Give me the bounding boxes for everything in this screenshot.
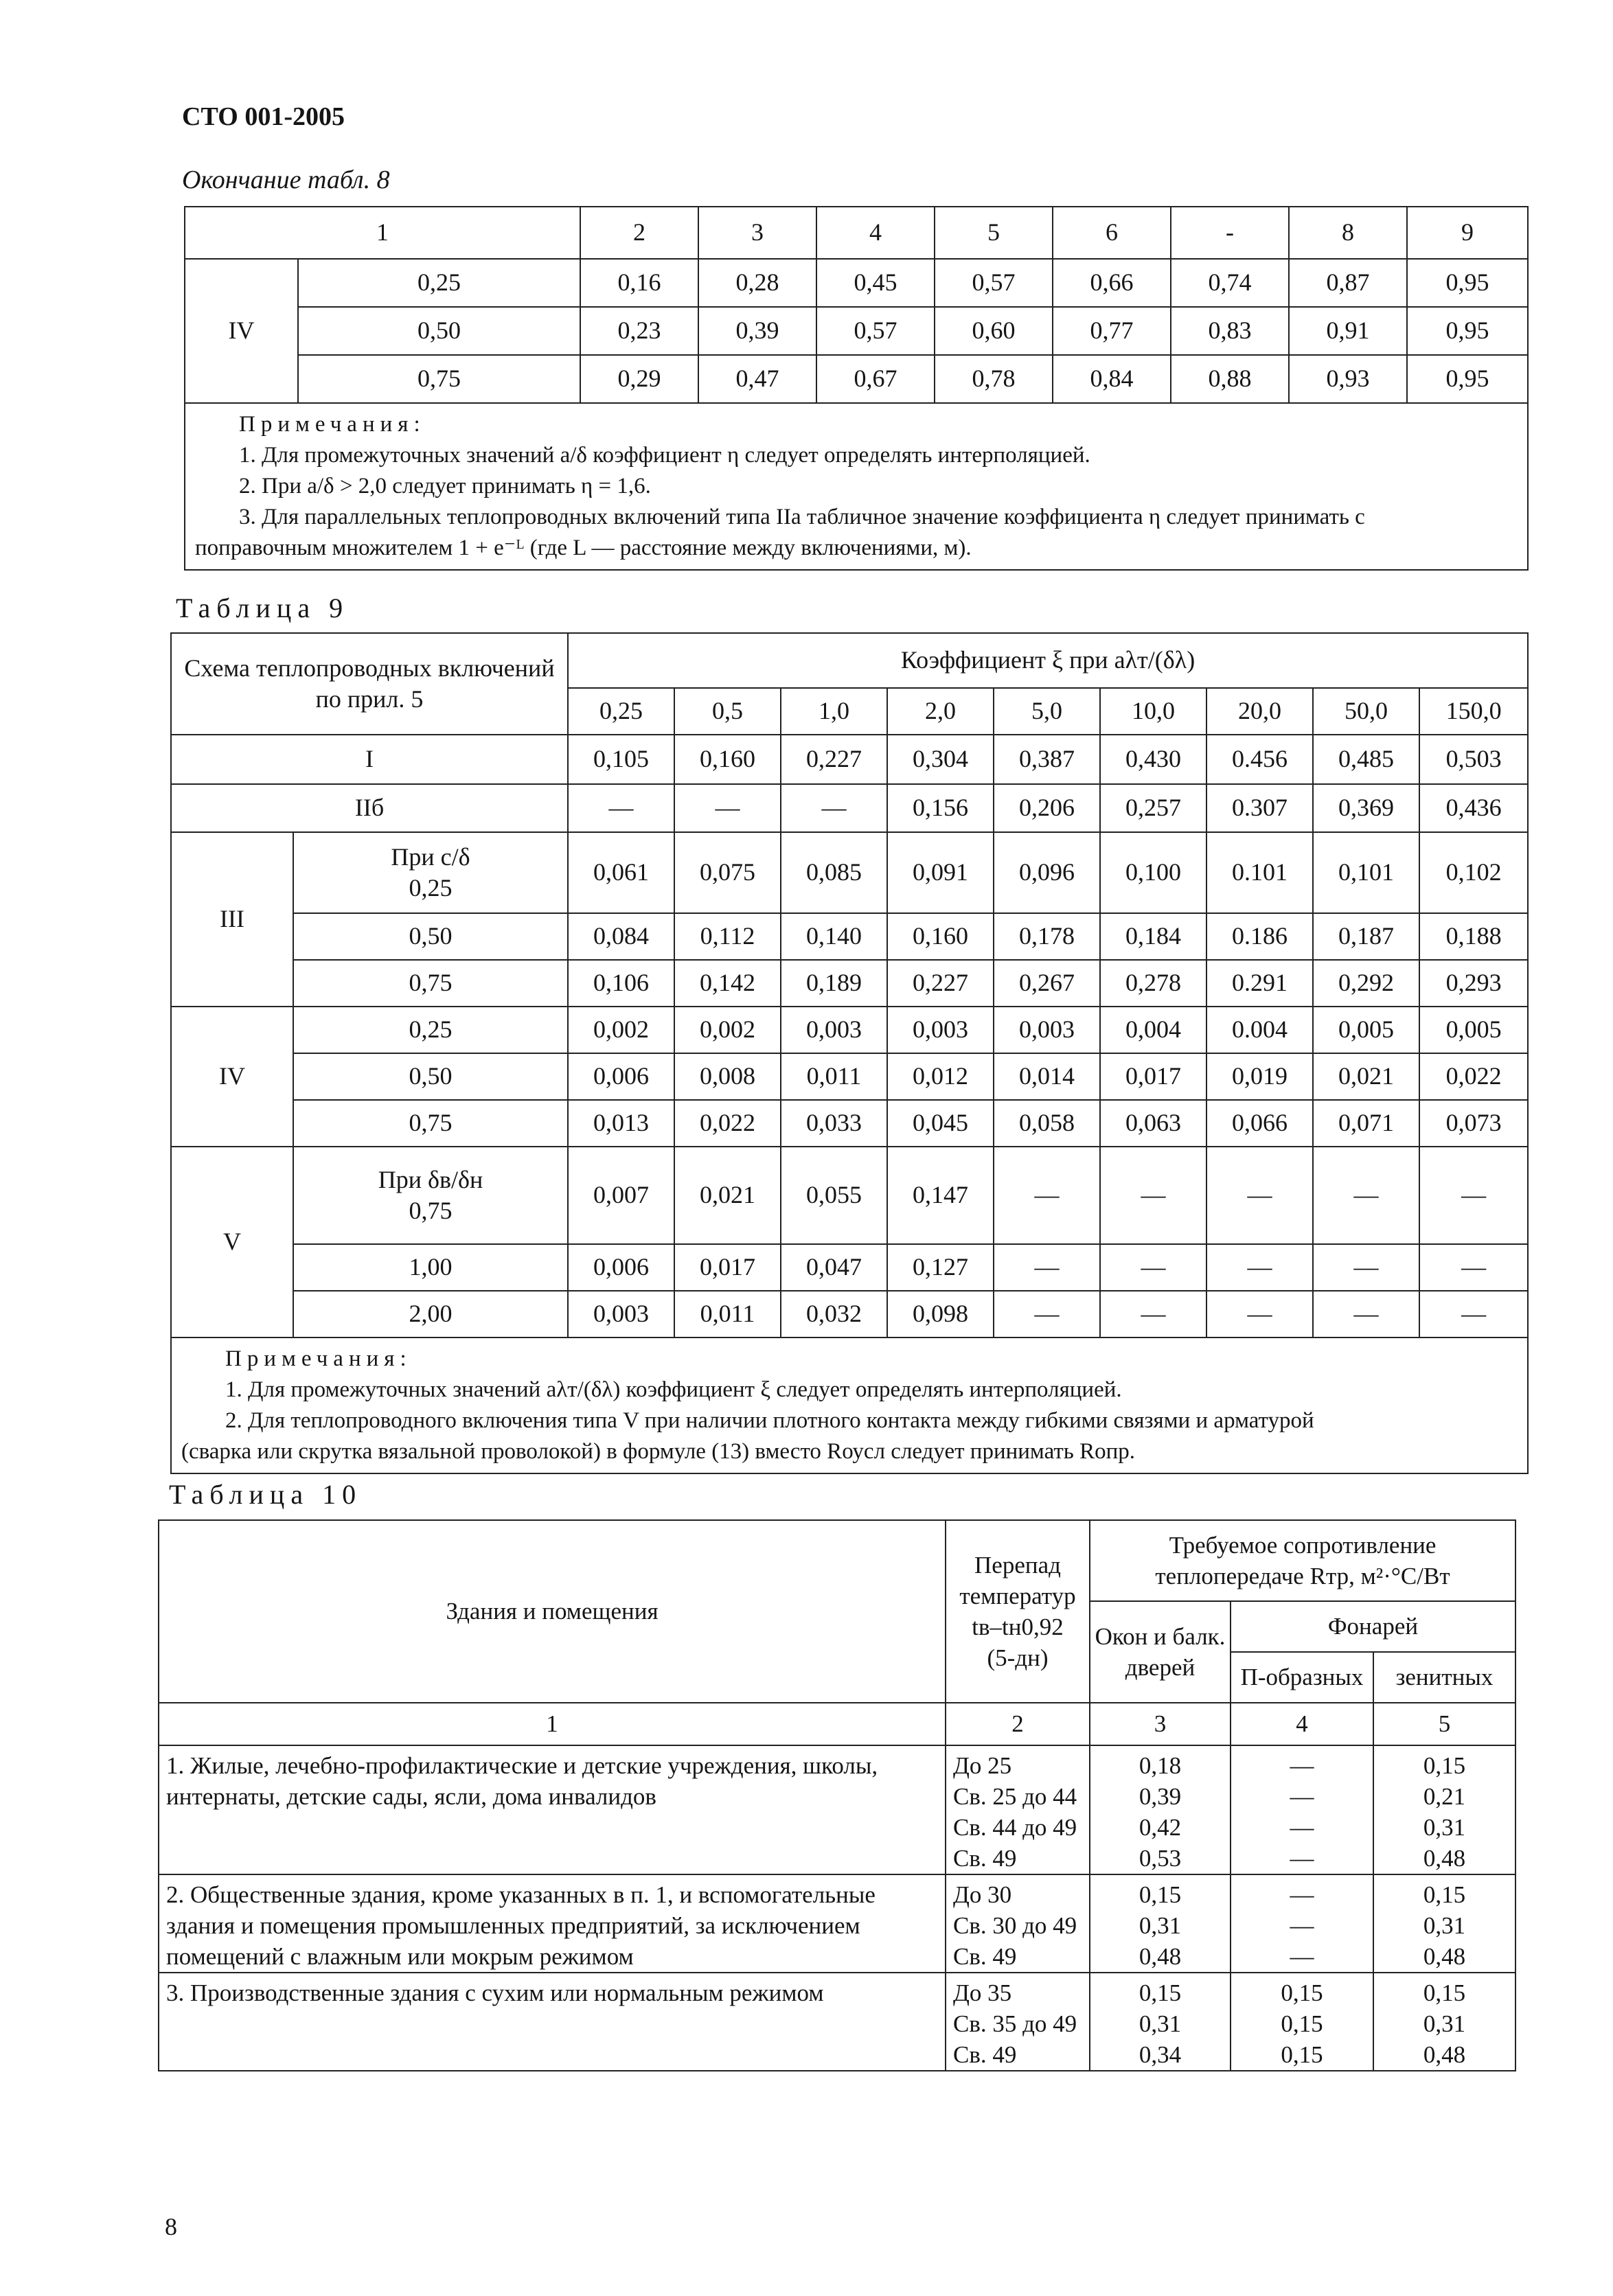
value-cell: 0,369 — [1313, 784, 1419, 832]
table8-notes — [185, 403, 1528, 570]
value-cell: 0,004 — [1100, 1007, 1206, 1053]
value-cell: 0,017 — [674, 1244, 781, 1291]
value-cell: — — [1313, 1291, 1419, 1338]
value-cell: — — [1206, 1147, 1313, 1244]
column-header: 10,0 — [1100, 688, 1206, 735]
building-name: 3. Производственные здания с сухим или нормальным режимом — [159, 1973, 946, 2071]
table10-caption: Таблица 10 — [169, 1479, 363, 1510]
value-cell: 0,112 — [674, 913, 781, 960]
value-cell: 0,66 — [1053, 259, 1171, 307]
value-cell: 0,95 — [1407, 355, 1528, 403]
value-cell: 0,293 — [1419, 960, 1528, 1007]
value-cell: 0,60 — [935, 307, 1053, 355]
col-number: 8 — [1289, 207, 1407, 259]
value-line: 0,31 — [1139, 1912, 1182, 1939]
value-cell: — — [1100, 1291, 1206, 1338]
value-cell: 0,005 — [1313, 1007, 1419, 1053]
table-row — [171, 832, 1528, 913]
value-cell: 0,084 — [568, 913, 674, 960]
note-line: (сварка или скрутка вязальной проволокой) в формуле (13) вместо Rоусл следует принимать Rопр. — [181, 1439, 1136, 1464]
column-header: 20,0 — [1206, 688, 1313, 735]
value-cell: 0,227 — [887, 960, 994, 1007]
value-line: 0,21 — [1423, 1783, 1466, 1810]
values-cell — [1373, 1745, 1515, 1874]
header-line: теплопередаче Rтр, м²·°С/Вт — [1155, 1563, 1450, 1589]
note-line: 2. При a/δ > 2,0 следует принимать η = 1,6. — [239, 474, 651, 498]
value-cell: 0,78 — [935, 355, 1053, 403]
table-row — [171, 633, 1528, 688]
value-cell: 0,014 — [994, 1053, 1100, 1100]
values-cell — [1231, 1973, 1373, 2071]
value-line: До 30 — [953, 1881, 1012, 1908]
value-cell: — — [994, 1147, 1100, 1244]
value-cell: 0,23 — [580, 307, 698, 355]
header-line: tв–tн0,92 — [972, 1614, 1064, 1640]
ratio-cell: 0,25 — [293, 1007, 568, 1053]
value-cell: 0.456 — [1206, 735, 1313, 784]
value-line: 0,39 — [1139, 1783, 1182, 1810]
value-cell: 0,005 — [1419, 1007, 1528, 1053]
value-line: Св. 35 до 49 — [953, 2010, 1077, 2037]
value-line: 0,15 — [1423, 1979, 1466, 2006]
table-row — [171, 913, 1528, 960]
value-cell: 0,022 — [1419, 1053, 1528, 1100]
value-cell: 0,011 — [781, 1053, 887, 1100]
header-zenith: зенитных — [1373, 1652, 1515, 1703]
value-cell: 0,075 — [674, 832, 781, 913]
header-skylights: Фонарей — [1231, 1601, 1515, 1652]
values-cell — [946, 1745, 1090, 1874]
value-cell: 0,007 — [568, 1147, 674, 1244]
value-cell: 0,93 — [1289, 355, 1407, 403]
value-cell: 0,127 — [887, 1244, 994, 1291]
value-cell: 0,071 — [1313, 1100, 1419, 1147]
value-line: Св. 49 — [953, 1845, 1017, 1872]
value-cell: — — [1419, 1244, 1528, 1291]
value-cell: 0,267 — [994, 960, 1100, 1007]
value-cell: 0,84 — [1053, 355, 1171, 403]
table-row — [171, 784, 1528, 832]
value-cell: 0,28 — [698, 259, 816, 307]
value-cell: 0,085 — [781, 832, 887, 913]
ratio-cell: 0,25 — [298, 259, 580, 307]
sub-label: При c/δ — [391, 843, 470, 871]
scheme-label: IV — [171, 1007, 293, 1147]
value-cell: 0,206 — [994, 784, 1100, 832]
ratio-cell: 0,75 — [293, 960, 568, 1007]
scheme-label: III — [171, 832, 293, 1007]
value-cell: 0,058 — [994, 1100, 1100, 1147]
header-buildings: Здания и помещения — [159, 1520, 946, 1703]
col-number: 2 — [946, 1703, 1090, 1745]
value-line: 0,42 — [1139, 1814, 1182, 1841]
header-scheme: Схема теплопроводных включений по прил. 5 — [171, 633, 568, 735]
value-cell: 0,83 — [1171, 307, 1289, 355]
table9-notes — [171, 1338, 1528, 1473]
value-cell: 0,019 — [1206, 1053, 1313, 1100]
scheme-label: IIб — [171, 784, 568, 832]
values-cell — [946, 1874, 1090, 1973]
value-cell: 0,292 — [1313, 960, 1419, 1007]
table-row — [159, 1703, 1515, 1745]
value-cell: 0,503 — [1419, 735, 1528, 784]
col-number: 2 — [580, 207, 698, 259]
value-line: 0,48 — [1139, 1943, 1182, 1970]
values-cell — [946, 1973, 1090, 2071]
col-number: 6 — [1053, 207, 1171, 259]
col-number: 1 — [185, 207, 580, 259]
page-number: 8 — [165, 2213, 177, 2240]
column-header: 1,0 — [781, 688, 887, 735]
ratio-value: 0,25 — [409, 874, 453, 902]
value-cell: 0,74 — [1171, 259, 1289, 307]
table-10 — [158, 1519, 1516, 2071]
table-row — [159, 1745, 1515, 1874]
header-temperature-delta — [946, 1520, 1090, 1703]
col-number: 9 — [1407, 207, 1528, 259]
value-cell: 0,142 — [674, 960, 781, 1007]
value-cell: 0,003 — [568, 1291, 674, 1338]
value-cell: 0,061 — [568, 832, 674, 913]
value-cell: 0,160 — [674, 735, 781, 784]
col-number: 1 — [159, 1703, 946, 1745]
value-cell: 0,091 — [887, 832, 994, 913]
value-cell: 0,387 — [994, 735, 1100, 784]
value-cell: 0,063 — [1100, 1100, 1206, 1147]
table-row — [185, 307, 1528, 355]
value-cell: 0,032 — [781, 1291, 887, 1338]
value-cell: 0.004 — [1206, 1007, 1313, 1053]
ratio-cell: 2,00 — [293, 1291, 568, 1338]
value-cell: 0,096 — [994, 832, 1100, 913]
values-cell — [1231, 1874, 1373, 1973]
value-cell: 0,002 — [568, 1007, 674, 1053]
value-line: — — [1290, 1814, 1314, 1841]
value-line: 0,48 — [1423, 1845, 1466, 1872]
col-number: 4 — [1231, 1703, 1373, 1745]
value-cell: 0,178 — [994, 913, 1100, 960]
value-cell: 0,189 — [781, 960, 887, 1007]
column-header: 2,0 — [887, 688, 994, 735]
value-cell: 0,147 — [887, 1147, 994, 1244]
table-row — [171, 960, 1528, 1007]
note-line: 3. Для параллельных теплопроводных включений типа IIа табличное значение коэффициента η следует принимать с — [239, 505, 1365, 529]
table-8 — [184, 206, 1529, 571]
value-cell: 0,188 — [1419, 913, 1528, 960]
value-cell: 0,77 — [1053, 307, 1171, 355]
notes-title: Примечания: — [225, 1346, 412, 1371]
table-row — [159, 1874, 1515, 1973]
value-cell: 0,045 — [887, 1100, 994, 1147]
value-cell: 0,021 — [1313, 1053, 1419, 1100]
values-cell — [1373, 1874, 1515, 1973]
values-cell — [1090, 1874, 1231, 1973]
col-number: 4 — [816, 207, 935, 259]
table-row — [185, 355, 1528, 403]
value-cell: 0,485 — [1313, 735, 1419, 784]
value-cell: — — [1100, 1147, 1206, 1244]
value-cell: — — [1206, 1244, 1313, 1291]
value-cell: 0,184 — [1100, 913, 1206, 960]
value-cell: — — [1313, 1244, 1419, 1291]
scheme-label: I — [171, 735, 568, 784]
value-cell: 0,95 — [1407, 259, 1528, 307]
value-line: Св. 30 до 49 — [953, 1912, 1077, 1939]
value-cell: 0,066 — [1206, 1100, 1313, 1147]
value-cell: 0,012 — [887, 1053, 994, 1100]
value-cell: 0,006 — [568, 1244, 674, 1291]
value-cell: — — [568, 784, 674, 832]
value-cell: — — [1206, 1291, 1313, 1338]
values-cell — [1231, 1745, 1373, 1874]
value-cell: 0,436 — [1419, 784, 1528, 832]
header-line: температур — [959, 1583, 1076, 1609]
table-row — [171, 735, 1528, 784]
table-row — [159, 1520, 1515, 1601]
value-cell: 0,91 — [1289, 307, 1407, 355]
building-name: 1. Жилые, лечебно-профилактические и детские учреждения, школы, интернаты, детские сады, ясли, дома инвалидов — [159, 1745, 946, 1874]
value-cell: 0,156 — [887, 784, 994, 832]
note-line: 1. Для промежуточных значений a/δ коэффициент η следует определять интерполяцией. — [239, 443, 1090, 468]
header-required-resistance — [1090, 1520, 1515, 1601]
table-row — [171, 1147, 1528, 1244]
value-cell: 0,106 — [568, 960, 674, 1007]
ratio-cell: 0,75 — [293, 1100, 568, 1147]
table-row — [171, 1244, 1528, 1291]
table-row — [185, 403, 1528, 570]
value-line: Св. 25 до 44 — [953, 1783, 1077, 1810]
values-cell — [1090, 1745, 1231, 1874]
value-line: 0,15 — [1281, 1979, 1323, 2006]
value-line: Св. 49 — [953, 1943, 1017, 1970]
value-cell: 0,57 — [935, 259, 1053, 307]
value-line: 0,48 — [1423, 2041, 1466, 2068]
value-cell: — — [1100, 1244, 1206, 1291]
table-row — [171, 1007, 1528, 1053]
value-cell: 0,87 — [1289, 259, 1407, 307]
notes-title: Примечания: — [239, 412, 426, 437]
value-cell: 0,57 — [816, 307, 935, 355]
table-row — [171, 1291, 1528, 1338]
value-cell: 0,002 — [674, 1007, 781, 1053]
table-row — [159, 1973, 1515, 2071]
value-cell: — — [674, 784, 781, 832]
col-number: - — [1171, 207, 1289, 259]
column-header: 50,0 — [1313, 688, 1419, 735]
value-cell: 0,008 — [674, 1053, 781, 1100]
ratio-cell — [293, 832, 568, 913]
header-line: Перепад — [974, 1552, 1061, 1578]
value-cell: 0,45 — [816, 259, 935, 307]
value-cell: 0,003 — [994, 1007, 1100, 1053]
ratio-cell: 0,75 — [298, 355, 580, 403]
value-line: 0,15 — [1423, 1881, 1466, 1908]
value-cell: — — [994, 1291, 1100, 1338]
value-cell: 0,006 — [568, 1053, 674, 1100]
header-line: (5-дн) — [987, 1644, 1049, 1671]
table-row — [171, 1338, 1528, 1473]
ratio-cell: 1,00 — [293, 1244, 568, 1291]
value-cell: 0,430 — [1100, 735, 1206, 784]
value-cell: 0,278 — [1100, 960, 1206, 1007]
value-cell: 0.291 — [1206, 960, 1313, 1007]
column-header: 150,0 — [1419, 688, 1528, 735]
column-header: 0,5 — [674, 688, 781, 735]
document-code: СТО 001-2005 — [182, 102, 345, 131]
value-cell: 0.186 — [1206, 913, 1313, 960]
value-line: 0,15 — [1281, 2010, 1323, 2037]
value-line: До 25 — [953, 1752, 1012, 1779]
note-line: 1. Для промежуточных значений aλт/(δλ) коэффициент ξ следует определять интерполяцией. — [225, 1377, 1122, 1402]
value-cell: 0,102 — [1419, 832, 1528, 913]
value-cell: 0,95 — [1407, 307, 1528, 355]
value-cell: 0,011 — [674, 1291, 781, 1338]
ratio-value: 0,75 — [409, 1197, 453, 1224]
header-windows: Окон и балк. дверей — [1090, 1601, 1231, 1703]
value-line: До 35 — [953, 1979, 1012, 2006]
values-cell — [1090, 1973, 1231, 2071]
header-p-shaped: П-образных — [1231, 1652, 1373, 1703]
value-cell: 0,16 — [580, 259, 698, 307]
group-label: IV — [185, 259, 298, 403]
table8-caption: Окончание табл. 8 — [182, 165, 390, 194]
note-line: 2. Для теплопроводного включения типа V при наличии плотного контакта между гибкими связями и арматурой — [225, 1408, 1314, 1433]
value-cell: 0,047 — [781, 1244, 887, 1291]
table-row — [185, 259, 1528, 307]
value-cell: 0,140 — [781, 913, 887, 960]
sub-label: При δв/δн — [378, 1166, 483, 1193]
ratio-cell: 0,50 — [298, 307, 580, 355]
col-number: 5 — [1373, 1703, 1515, 1745]
value-line: — — [1290, 1783, 1314, 1810]
table-row — [171, 1100, 1528, 1147]
value-cell: 0,033 — [781, 1100, 887, 1147]
ratio-cell — [293, 1147, 568, 1244]
value-cell: 0.101 — [1206, 832, 1313, 913]
value-cell: 0,073 — [1419, 1100, 1528, 1147]
value-line: Св. 49 — [953, 2041, 1017, 2068]
col-number: 5 — [935, 207, 1053, 259]
value-line: — — [1290, 1912, 1314, 1939]
value-cell: 0.307 — [1206, 784, 1313, 832]
value-cell: 0,29 — [580, 355, 698, 403]
value-cell: 0,257 — [1100, 784, 1206, 832]
value-cell: 0,003 — [781, 1007, 887, 1053]
value-cell: 0,098 — [887, 1291, 994, 1338]
value-line: 0,15 — [1423, 1752, 1466, 1779]
column-header: 5,0 — [994, 688, 1100, 735]
value-line: — — [1290, 1845, 1314, 1872]
value-cell: 0,022 — [674, 1100, 781, 1147]
value-cell: — — [1313, 1147, 1419, 1244]
value-cell: 0,47 — [698, 355, 816, 403]
value-line: 0,15 — [1281, 2041, 1323, 2068]
value-cell: 0,021 — [674, 1147, 781, 1244]
table-row — [185, 207, 1528, 259]
header-line: Требуемое сопротивление — [1169, 1532, 1437, 1559]
value-line: 0,34 — [1139, 2041, 1182, 2068]
header-coefficient: Коэффициент ξ при aλт/(δλ) — [568, 633, 1528, 688]
col-number: 3 — [1090, 1703, 1231, 1745]
value-line: — — [1290, 1943, 1314, 1970]
value-line: 0,31 — [1423, 2010, 1466, 2037]
value-line: 0,15 — [1139, 1979, 1182, 2006]
value-cell: — — [1419, 1291, 1528, 1338]
value-line: 0,31 — [1423, 1912, 1466, 1939]
value-cell: 0,187 — [1313, 913, 1419, 960]
value-line: 0,48 — [1423, 1943, 1466, 1970]
table-9 — [170, 632, 1529, 1474]
ratio-cell: 0,50 — [293, 913, 568, 960]
value-cell: 0,100 — [1100, 832, 1206, 913]
value-cell: 0,101 — [1313, 832, 1419, 913]
value-cell: 0,003 — [887, 1007, 994, 1053]
value-cell: 0,017 — [1100, 1053, 1206, 1100]
building-name: 2. Общественные здания, кроме указанных в п. 1, и вспомогательные здания и помещения промышленных предприятий, за исключением помещений с влажным или мокрым режимом — [159, 1874, 946, 1973]
value-line: 0,15 — [1139, 1881, 1182, 1908]
col-number: 3 — [698, 207, 816, 259]
ratio-cell: 0,50 — [293, 1053, 568, 1100]
value-line: — — [1290, 1881, 1314, 1908]
value-cell: 0,160 — [887, 913, 994, 960]
table9-caption: Таблица 9 — [176, 593, 350, 623]
value-line: 0,18 — [1139, 1752, 1182, 1779]
value-line: 0,31 — [1423, 1814, 1466, 1841]
value-cell: — — [781, 784, 887, 832]
value-cell: 0,67 — [816, 355, 935, 403]
value-line: Св. 44 до 49 — [953, 1814, 1077, 1841]
value-line: — — [1290, 1752, 1314, 1779]
value-cell: 0,88 — [1171, 355, 1289, 403]
value-cell: 0,055 — [781, 1147, 887, 1244]
value-cell: 0,39 — [698, 307, 816, 355]
column-header: 0,25 — [568, 688, 674, 735]
value-cell: — — [994, 1244, 1100, 1291]
value-cell: 0,304 — [887, 735, 994, 784]
value-line: 0,53 — [1139, 1845, 1182, 1872]
value-cell: 0,227 — [781, 735, 887, 784]
note-line: поправочным множителем 1 + e⁻ᴸ (где L — расстояние между включениями, м). — [195, 536, 972, 560]
value-cell: — — [1419, 1147, 1528, 1244]
value-cell: 0,013 — [568, 1100, 674, 1147]
values-cell — [1373, 1973, 1515, 2071]
value-cell: 0,105 — [568, 735, 674, 784]
scheme-label: V — [171, 1147, 293, 1338]
table-row — [171, 1053, 1528, 1100]
value-line: 0,31 — [1139, 2010, 1182, 2037]
